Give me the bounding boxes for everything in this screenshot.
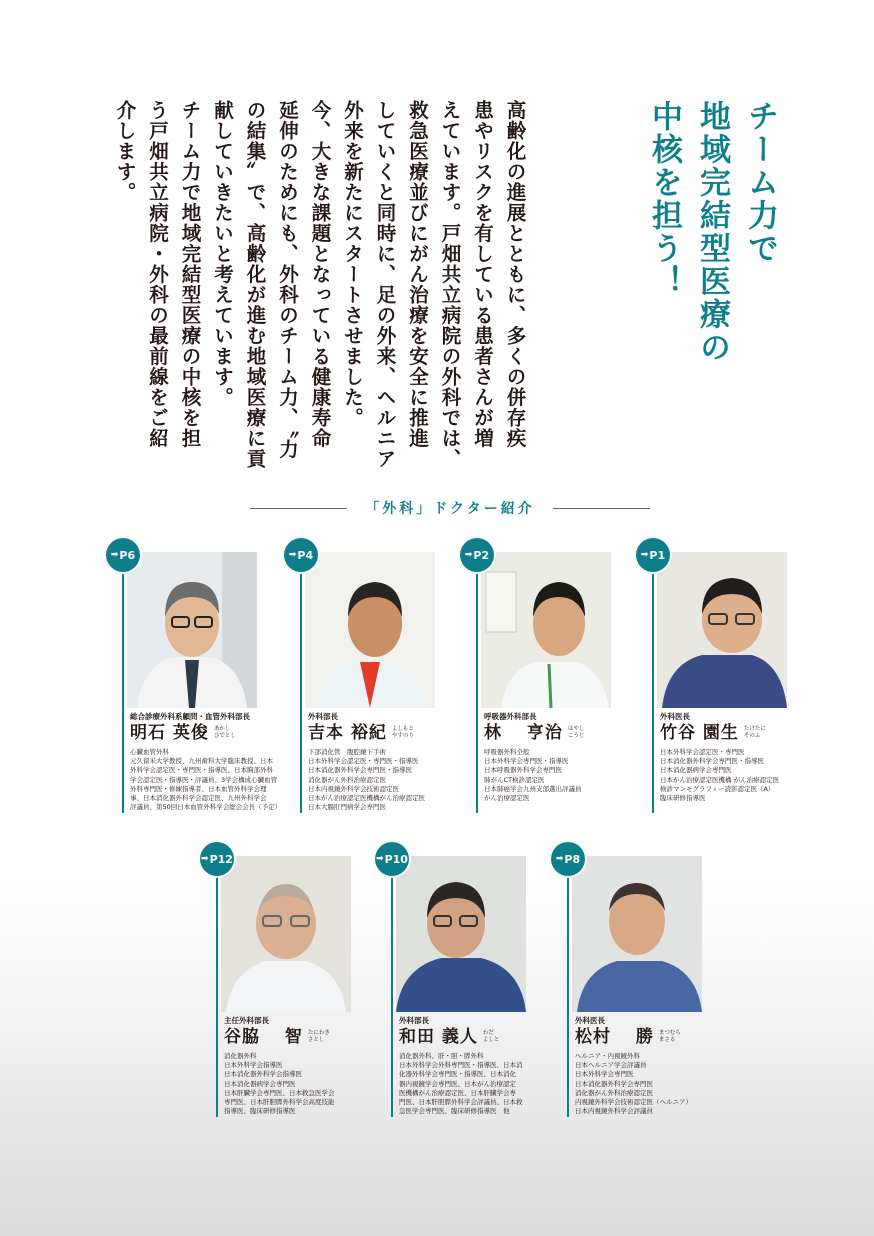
qualification-line: 日本外科学会認定医・専門医 (660, 748, 745, 756)
intro-line: 今、大きな課題となっている健康寿命 (308, 100, 332, 449)
doctor-info (224, 1016, 354, 1116)
doctor-title: 主任外科部長 (224, 1016, 269, 1025)
section-title-label: 「外科」ドクター紹介 (365, 501, 535, 517)
doctor-name: 明石 英俊 (130, 723, 209, 743)
doctor-photo (481, 552, 611, 708)
headline (640, 100, 784, 430)
qualification-line: 臨床研修指導医 (660, 794, 706, 803)
page-badge[interactable]: ➡ P6 (106, 538, 140, 572)
qualification-line: がん治療認定医 (484, 794, 530, 803)
doctor-qualifications (130, 748, 282, 812)
doctor-photo (221, 856, 351, 1012)
doctor-photo (657, 552, 787, 708)
doctor-qualifications (575, 1052, 707, 1116)
intro-line: えています。戸畑共立病院の外科では、 (438, 100, 462, 469)
qualification-line: 日本外科学会外科専門医・指導医、日本消 (399, 1061, 523, 1070)
qualification-line: 日本ヘルニア学会評議員 (575, 1061, 647, 1070)
qualification-line: 心臓血管外科 (130, 748, 169, 756)
arrow-right-icon: ➡ (464, 550, 473, 560)
doctor-photo (305, 552, 435, 708)
qualification-line: 評議員、第50回日本血管外科学会総会会長（予定） (130, 803, 282, 812)
doctor-info (308, 712, 438, 812)
doctor-name: 竹谷 園生 (660, 723, 739, 743)
qualification-line: 下部消化管 腹腔鏡下手術 (308, 748, 386, 756)
intro-line: 高齢化の進展とともに、多くの併存疾 (503, 100, 527, 449)
page-badge[interactable]: ➡ P2 (460, 538, 494, 572)
doctor-title: 外科医長 (575, 1016, 605, 1025)
badge-stem (391, 872, 393, 1117)
qualification-line: 消化器外科、肝・胆・膵外科 (399, 1052, 484, 1060)
intro-line: 外来を新たにスタートさせました。 (341, 100, 364, 428)
qualification-line: 内視鏡外科学会技術認定医（ヘルニア） (575, 1098, 692, 1107)
doctor-name-reading: たけたに そのふ (743, 726, 766, 739)
qualification-line: 日本肺癌学会九州支部選出評議員 (484, 784, 582, 793)
doctor-qualifications (224, 1052, 356, 1116)
page-badge[interactable]: ➡ P1 (636, 538, 670, 572)
doctor-info (484, 712, 614, 803)
title-rule-right (553, 508, 650, 509)
page-badge[interactable]: ➡ P4 (284, 538, 318, 572)
qualification-line: 学会認定医・指導医・評議員、3学会構成心臓血管 (130, 775, 278, 784)
qualification-line: 消化器外科 (224, 1052, 257, 1060)
intro-line: 献していきたいと考えています。 (211, 100, 234, 408)
doctor-info (399, 1016, 529, 1116)
qualification-line: 消化器がん外科治療認定医 (308, 775, 386, 784)
qualification-line: 元久留米大学教授、九州歯科大学臨床教授、日本 (130, 757, 273, 766)
doctor-name-reading: よしもと やすのり (391, 726, 414, 739)
doctor-title: 総合診療外科系顧問・血管外科部長 (130, 712, 250, 721)
qualification-line: 外科学会認定医・専門医・指導医、日本胸部外科 (130, 766, 273, 775)
doctor-qualifications (399, 1052, 531, 1116)
arrow-right-icon: ➡ (376, 854, 384, 864)
doctor-name-reading: わだ よしと (482, 1030, 500, 1043)
qualification-line: 日本大腸肛門病学会専門医 (308, 803, 386, 812)
qualification-line: 日本外科学会専門医 (575, 1070, 634, 1079)
headline-line-3: 中核を担う！ (646, 100, 682, 298)
doctor-name: 和田 義人 (399, 1027, 478, 1047)
page-badge[interactable]: ➡ P8 (551, 842, 585, 876)
qualification-line: 日本がん治療認定医機構 がん治療認定医 (660, 775, 780, 784)
headline-line-1: チーム力で (742, 100, 778, 265)
title-rule-left (250, 508, 347, 509)
qualification-line: 日本外科学会専門医・指導医 (484, 757, 569, 766)
qualification-line: 日本消化器外科学会専門医・指導医 (308, 766, 412, 775)
section-title (250, 496, 650, 520)
intro-text (108, 100, 531, 500)
doctor-title: 外科部長 (399, 1016, 429, 1025)
qualification-line: 日本がん治療認定医機構がん治療認定医 (308, 794, 425, 803)
arrow-right-icon: ➡ (555, 854, 564, 864)
intro-line: の結集〟で、高齢化が進む地域医療に貢 (243, 100, 267, 469)
badge-stem (216, 872, 218, 1117)
page-badge[interactable]: ➡ P12 (200, 842, 234, 876)
qualification-line: 日本内視鏡外科学会評議員 (575, 1107, 653, 1116)
qualification-line: 呼吸器外科全般 (484, 748, 530, 756)
qualification-line: 日本消化器外科学会専門医・指導医 (660, 757, 764, 766)
doctor-name-reading: あかし ひでとし (213, 726, 236, 739)
badge-stem (122, 568, 124, 813)
doctor-name: 林 亨治 (484, 723, 563, 743)
arrow-right-icon: ➡ (288, 550, 297, 560)
arrow-right-icon: ➡ (640, 550, 649, 560)
doctor-name-reading: まつむら まさる (658, 1030, 681, 1043)
qualification-line: 日本消化器病学会専門医 (224, 1079, 296, 1088)
qualification-line: 日本肝臓学会専門医、日本救急医学会 (224, 1088, 335, 1097)
doctor-title: 外科医長 (660, 712, 690, 721)
badge-stem (652, 568, 654, 813)
qualification-line: 日本内視鏡外科学会技術認定医 (308, 784, 399, 793)
intro-line: していくと同時に、足の外来、ヘルニア (373, 100, 397, 469)
badge-stem (567, 872, 569, 1117)
qualification-line: 外科専門医・修練指導者、日本血管外科学会理 (130, 784, 267, 793)
qualification-line: 専門医、日本肝胆膵外科学会高度技能 (224, 1098, 335, 1107)
doctor-title: 呼吸器外科部長 (484, 712, 537, 721)
qualification-line: 指導医、臨床研修指導医 (224, 1107, 296, 1116)
intro-line: 介します。 (113, 100, 137, 203)
qualification-line: 日本消化器外科学会専門医 (575, 1079, 653, 1088)
qualification-line: 検診マンモグラフィー読影認定医（A） (660, 784, 775, 793)
qualification-line: 日本呼吸器外科学会専門医 (484, 766, 562, 775)
doctor-info (575, 1016, 705, 1116)
page-badge[interactable]: ➡ P10 (375, 842, 409, 876)
intro-line: う戸畑共立病院・外科の最前線をご紹 (146, 100, 169, 449)
arrow-right-icon: ➡ (110, 550, 119, 560)
qualification-line: 消化器がん外科治療認定医 (575, 1088, 653, 1097)
intro-line: 延伸のためにも、外科のチーム力、〝力 (276, 100, 299, 460)
doctor-qualifications (660, 748, 792, 803)
intro-line: チーム力で地域完結型医療の中核を担 (178, 100, 202, 449)
doctor-qualifications (484, 748, 616, 803)
qualification-line: 日本外科学会指導医 (224, 1061, 283, 1070)
arrow-right-icon: ➡ (201, 854, 209, 864)
doctor-name-reading: たにわき さとし (307, 1030, 330, 1043)
qualification-line: 門医、日本肝胆膵外科学会評議員、日本救 (399, 1098, 523, 1107)
headline-line-2: 地域完結型医療の (694, 100, 730, 364)
intro-line: 救急医療並びにがん治療を安全に推進 (406, 100, 429, 449)
qualification-line: 日本消化器病学会専門医 (660, 766, 732, 775)
qualification-line: 化器外科学会専門医・指導医、日本消化 (399, 1070, 516, 1079)
badge-stem (476, 568, 478, 813)
doctor-photo (396, 856, 526, 1012)
intro-line: 患やリスクを有している患者さんが増 (471, 100, 494, 449)
qualification-line: 事、日本消化器外科学会認定医、九州外科学会 (130, 794, 267, 803)
doctor-photo (572, 856, 702, 1012)
doctor-info (660, 712, 790, 803)
doctor-info (130, 712, 282, 812)
qualification-line: 肺がんCT検診認定医 (484, 775, 545, 784)
qualification-line: 日本消化器外科学会指導医 (224, 1070, 302, 1079)
doctor-title: 外科部長 (308, 712, 338, 721)
doctor-name: 吉本 裕紀 (308, 723, 387, 743)
qualification-line: ヘルニア・内視鏡外科 (575, 1052, 640, 1060)
doctor-photo (127, 552, 257, 708)
qualification-line: 器内視鏡学会専門医、日本がん治療認定 (399, 1079, 516, 1088)
doctor-name-reading: はやし こうじ (567, 726, 585, 739)
doctor-name: 谷脇 智 (224, 1027, 303, 1047)
doctor-name: 松村 勝 (575, 1027, 654, 1047)
qualification-line: 日本外科学会認定医・専門医・指導医 (308, 757, 419, 766)
doctor-qualifications (308, 748, 440, 812)
badge-stem (300, 568, 302, 813)
qualification-line: 急医学会専門医、臨床研修指導医 他 (399, 1107, 510, 1116)
qualification-line: 医機構がん治療認定医、日本肝臓学会専 (399, 1088, 516, 1097)
